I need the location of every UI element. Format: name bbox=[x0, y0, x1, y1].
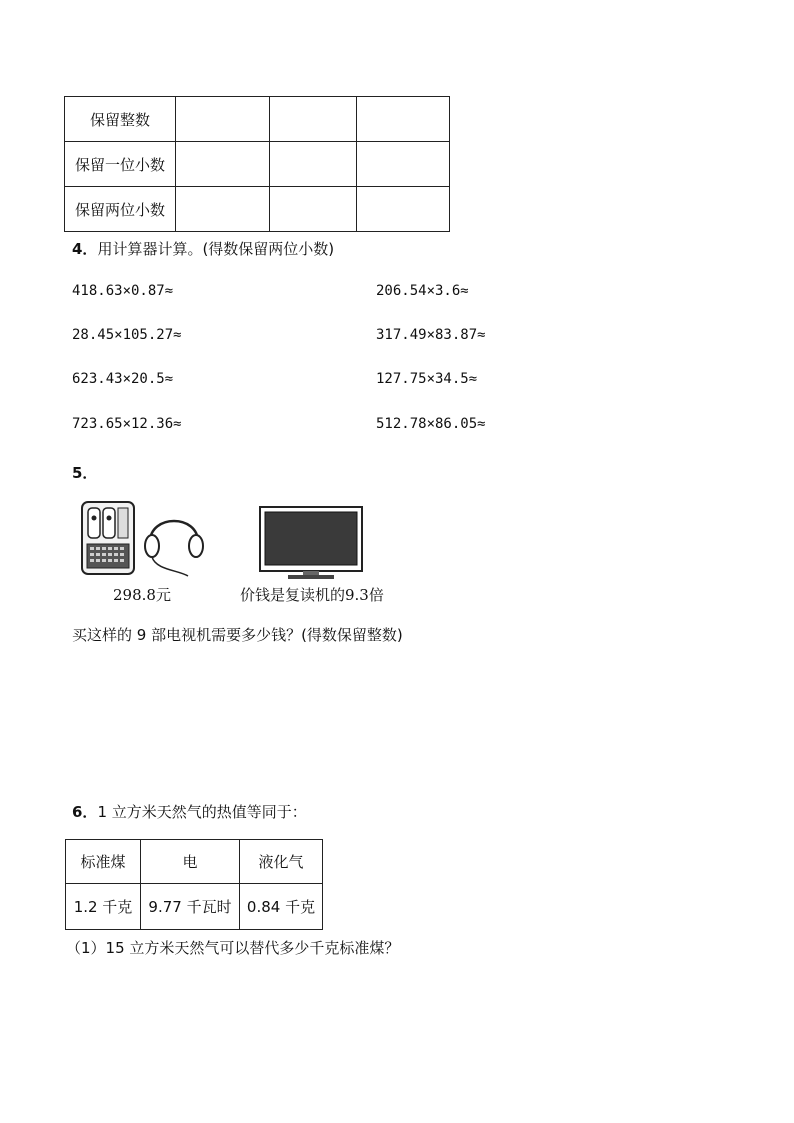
question-number: 4． bbox=[72, 240, 98, 258]
table-cell: 1.2 千克 bbox=[66, 884, 141, 930]
question-6-subquestion: （1）15 立方米天然气可以替代多少千克标准煤？ bbox=[66, 939, 400, 957]
question-prompt: 1 立方米天然气的热值等同于： bbox=[97, 803, 307, 821]
answer-cell[interactable] bbox=[357, 142, 450, 187]
tape-recorder-price: 298.8元 bbox=[113, 586, 171, 604]
table-cell: 0.84 千克 bbox=[240, 884, 323, 930]
table-header: 电 bbox=[141, 840, 240, 884]
row-label: 保留两位小数 bbox=[65, 187, 176, 232]
question-number: 6． bbox=[72, 803, 98, 821]
question-5-number: 5． bbox=[72, 464, 98, 482]
table-cell: 9.77 千瓦时 bbox=[141, 884, 240, 930]
answer-cell[interactable] bbox=[357, 187, 450, 232]
calc-item: 512.78×86.05≈ bbox=[376, 416, 486, 432]
television-image bbox=[258, 505, 364, 583]
calc-item: 418.63×0.87≈ bbox=[72, 283, 174, 299]
television-price-note: 价钱是复读机的9.3倍 bbox=[240, 586, 384, 604]
tape-recorder-image bbox=[78, 498, 208, 580]
question-5-text: 买这样的 9 部电视机需要多少钱？(得数保留整数) bbox=[72, 626, 403, 644]
table-header: 液化气 bbox=[240, 840, 323, 884]
calc-item: 623.43×20.5≈ bbox=[72, 371, 174, 387]
row-label: 保留整数 bbox=[65, 97, 176, 142]
energy-equivalent-table bbox=[65, 839, 323, 930]
answer-cell[interactable] bbox=[176, 187, 270, 232]
calc-item: 127.75×34.5≈ bbox=[376, 371, 478, 387]
answer-cell[interactable] bbox=[176, 142, 270, 187]
answer-cell[interactable] bbox=[270, 142, 357, 187]
answer-cell[interactable] bbox=[176, 97, 270, 142]
calc-item: 317.49×83.87≈ bbox=[376, 327, 486, 343]
calc-item: 206.54×3.6≈ bbox=[376, 283, 469, 299]
calc-item: 28.45×105.27≈ bbox=[72, 327, 182, 343]
answer-cell[interactable] bbox=[357, 97, 450, 142]
table-header: 标准煤 bbox=[66, 840, 141, 884]
rounding-table bbox=[64, 96, 450, 232]
question-prompt: 用计算器计算。(得数保留两位小数) bbox=[97, 240, 335, 258]
row-label: 保留一位小数 bbox=[65, 142, 176, 187]
calc-item: 723.65×12.36≈ bbox=[72, 416, 182, 432]
question-4-heading bbox=[72, 238, 334, 259]
question-6-heading bbox=[72, 801, 307, 822]
answer-cell[interactable] bbox=[270, 97, 357, 142]
answer-cell[interactable] bbox=[270, 187, 357, 232]
